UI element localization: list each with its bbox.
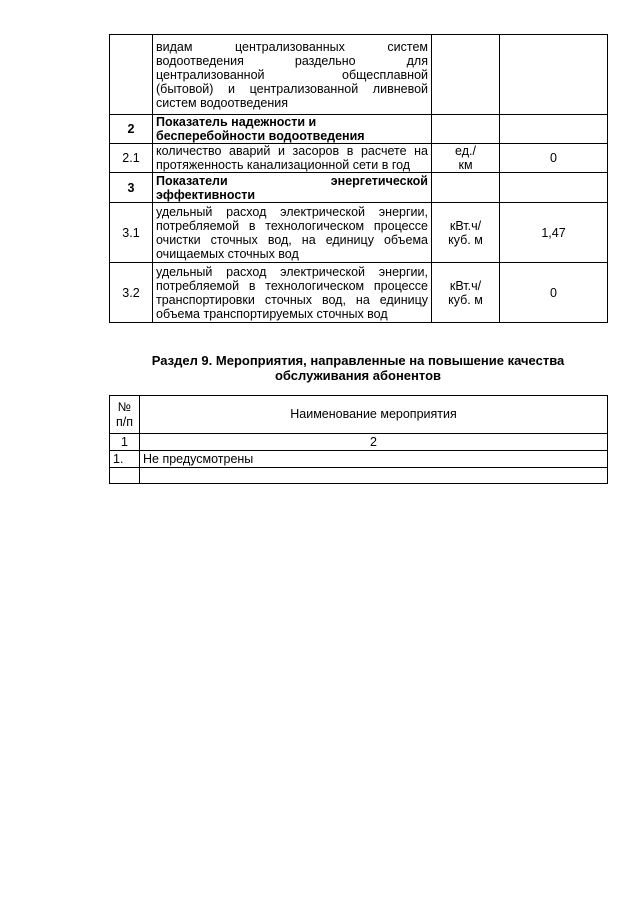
unit-line: км: [458, 158, 473, 172]
table-row: [110, 468, 608, 484]
description-line: Показатель надежности и: [156, 115, 317, 129]
row-value: 1,47: [500, 203, 608, 263]
description-line: водоотведения раздельно для: [156, 53, 428, 68]
row-number: 2: [110, 115, 153, 144]
description-line: количество аварий и засоров в расчете на: [156, 144, 428, 158]
row-value: [500, 173, 608, 203]
description-line: транспортировки сточных вод, на единицу: [156, 292, 428, 307]
description-line: потребляемой в технологическом процессе: [156, 218, 428, 233]
table-index-row: [110, 434, 608, 451]
row-number: 3.2: [110, 263, 153, 323]
column-header-name: Наименование мероприятия: [140, 396, 608, 434]
column-index: 2: [140, 434, 608, 451]
column-index: 1: [110, 434, 140, 451]
row-value: [500, 35, 608, 115]
unit-line: кВт.ч/: [449, 218, 482, 233]
row-number: 3: [110, 173, 153, 203]
table-row: [110, 263, 608, 323]
row-value: 0: [500, 144, 608, 173]
table-row: [110, 144, 608, 173]
row-number: [110, 35, 153, 115]
row-number: 3.1: [110, 203, 153, 263]
description-line: видам централизованных систем: [156, 39, 428, 54]
row-description: [153, 144, 432, 173]
row-number: 2.1: [110, 144, 153, 173]
row-description: [153, 203, 432, 263]
column-header-number: [110, 396, 140, 434]
table-row: [110, 451, 608, 468]
row-unit: [432, 263, 500, 323]
row-description: [153, 263, 432, 323]
row-unit: [432, 35, 500, 115]
description-line: удельный расход электрической энергии,: [156, 264, 428, 279]
section-heading-line: обслуживания абонентов: [274, 368, 442, 383]
table-row: [110, 173, 608, 203]
row-description: [153, 173, 432, 203]
row-number: [110, 468, 140, 484]
header-line: №: [117, 399, 132, 414]
description-line: протяженность канализационной сети в год: [156, 158, 411, 172]
measures-table: [109, 395, 608, 484]
description-line: Показатели энергетической: [156, 173, 428, 188]
table-row: [110, 203, 608, 263]
row-description: [153, 35, 432, 115]
unit-line: куб. м: [448, 232, 483, 247]
description-line: систем водоотведения: [156, 95, 288, 110]
row-name: Не предусмотрены: [140, 451, 608, 468]
unit-line: ед./: [455, 144, 476, 158]
section-heading: [109, 353, 607, 383]
description-line: (бытовой) и централизованной ливневой: [156, 81, 428, 96]
row-unit: [432, 203, 500, 263]
section-heading-line: Раздел 9. Мероприятия, направленные на повышение качества: [151, 353, 565, 368]
row-name: [140, 468, 608, 484]
row-value: 0: [500, 263, 608, 323]
table-row: [110, 115, 608, 144]
table-row: [110, 35, 608, 115]
description-line: бесперебойности водоотведения: [156, 129, 365, 143]
row-description: [153, 115, 432, 144]
description-line: объема транспортируемых сточных вод: [156, 306, 388, 321]
row-number: 1.: [110, 451, 140, 468]
unit-line: кВт.ч/: [449, 278, 482, 293]
row-unit: [432, 173, 500, 203]
description-line: очистки сточных вод, на единицу объема: [156, 232, 428, 247]
description-line: централизованной общесплавной: [156, 67, 428, 82]
description-line: потребляемой в технологическом процессе: [156, 278, 428, 293]
row-unit: [432, 144, 500, 173]
description-line: эффективности: [156, 187, 256, 202]
row-value: [500, 115, 608, 144]
description-line: удельный расход электрической энергии,: [156, 204, 428, 219]
row-unit: [432, 115, 500, 144]
table-header-row: [110, 396, 608, 434]
unit-line: куб. м: [448, 292, 483, 307]
description-line: очищаемых сточных вод: [156, 246, 299, 261]
indicators-table: [109, 34, 608, 323]
header-line: п/п: [115, 414, 133, 429]
